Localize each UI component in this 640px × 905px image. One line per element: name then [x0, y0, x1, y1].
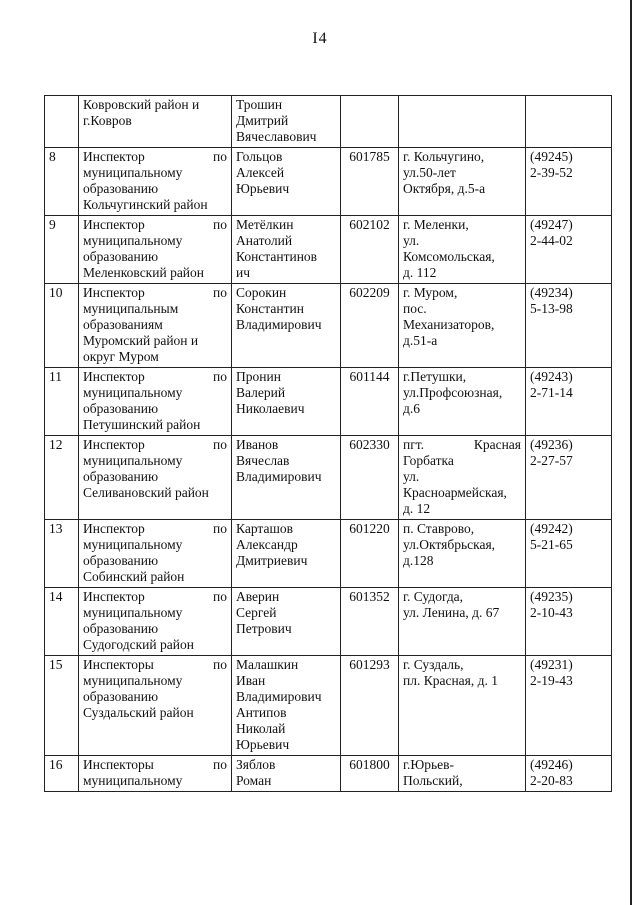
address-first-a: г. Меленки,: [403, 217, 469, 232]
address-cell: [399, 284, 526, 368]
postal-index-cell: 602209: [341, 284, 399, 368]
position-cell: [79, 520, 232, 588]
position-title: Ковровский район и: [83, 97, 200, 112]
table-row: [45, 284, 612, 368]
address-cell: [399, 436, 526, 520]
address-first-a: г.Петушки,: [403, 369, 467, 384]
position-rest: муниципальным образованиям Муромский район и округ Муром: [83, 301, 199, 364]
row-number: [45, 96, 79, 148]
table-row: [45, 96, 612, 148]
full-name-cell: Малашкин Иван Владимирович Антипов Николай Юрьевич: [232, 656, 341, 756]
position-preposition: по: [213, 521, 227, 536]
row-number: 11: [45, 368, 79, 436]
position-first-line: [83, 149, 227, 165]
position-first-line: [83, 369, 227, 385]
table-body: [45, 96, 612, 792]
position-preposition: по: [213, 217, 227, 232]
position-first-line: [83, 285, 227, 301]
position-title: Инспекторы: [83, 657, 154, 672]
position-rest: муниципальному образованию Собинский район: [83, 537, 185, 584]
address-rest: ул.Профсоюзная, д.6: [403, 385, 503, 416]
full-name-cell: Карташов Александр Дмитриевич: [232, 520, 341, 588]
address-first-a: г. Кольчугино,: [403, 149, 485, 164]
position-cell: [79, 216, 232, 284]
phone-cell: (49243) 2-71-14: [526, 368, 612, 436]
full-name-cell: Иванов Вячеслав Владимирович: [232, 436, 341, 520]
row-number: 13: [45, 520, 79, 588]
address-rest: ул.Октябрьская, д.128: [403, 537, 496, 568]
position-first-line: [83, 437, 227, 453]
table-row: [45, 520, 612, 588]
position-title: Инспектор: [83, 437, 145, 452]
table-row: [45, 436, 612, 520]
position-cell: [79, 96, 232, 148]
address-cell: [399, 148, 526, 216]
address-cell: [399, 96, 526, 148]
phone-cell: (49246) 2-20-83: [526, 756, 612, 792]
table-row: [45, 148, 612, 216]
position-rest: муниципальному образованию Селивановский район: [83, 453, 209, 500]
address-first-a: г. Судогда,: [403, 589, 464, 604]
position-cell: [79, 436, 232, 520]
position-first-line: [83, 521, 227, 537]
position-cell: [79, 656, 232, 756]
position-title: Инспектор: [83, 369, 145, 384]
address-rest: Польский,: [403, 773, 463, 788]
address-first-line: [403, 589, 521, 605]
address-rest: ул. Комсомольская, д. 112: [403, 233, 495, 280]
postal-index-cell: 601800: [341, 756, 399, 792]
position-title: Инспектор: [83, 521, 145, 536]
position-first-line: [83, 657, 227, 673]
inspectors-table: [44, 95, 612, 792]
address-cell: [399, 368, 526, 436]
position-rest: муниципальному: [83, 773, 183, 788]
address-first-line: [403, 149, 521, 165]
address-first-line: [403, 369, 521, 385]
row-number: 8: [45, 148, 79, 216]
position-cell: [79, 368, 232, 436]
position-cell: [79, 284, 232, 368]
position-title: Инспектор: [83, 589, 145, 604]
position-rest: муниципальному образованию Судогодский район: [83, 605, 194, 652]
position-rest: муниципальному образованию Меленковский район: [83, 233, 205, 280]
phone-cell: [526, 96, 612, 148]
address-cell: [399, 656, 526, 756]
position-cell: [79, 756, 232, 792]
address-rest: пос. Механизаторов, д.51-а: [403, 301, 495, 348]
address-first-a: г.Юрьев-: [403, 757, 455, 772]
address-first-line: [403, 285, 521, 301]
row-number: 16: [45, 756, 79, 792]
address-first-a: г. Муром,: [403, 285, 458, 300]
full-name-cell: Аверин Сергей Петрович: [232, 588, 341, 656]
postal-index-cell: 601352: [341, 588, 399, 656]
address-rest: ул.50-лет Октября, д.5-а: [403, 165, 486, 196]
scan-edge-line: [630, 0, 632, 905]
address-first-line: [403, 437, 521, 453]
position-cell: [79, 148, 232, 216]
row-number: 10: [45, 284, 79, 368]
row-number: 12: [45, 436, 79, 520]
address-first-line: [403, 521, 521, 537]
position-preposition: по: [213, 437, 227, 452]
address-rest: ул. Ленина, д. 67: [403, 605, 500, 620]
position-rest: муниципальному образованию Суздальский район: [83, 673, 194, 720]
position-rest: г.Ковров: [83, 113, 132, 128]
position-preposition: по: [213, 589, 227, 604]
table-row: [45, 216, 612, 284]
full-name-cell: Пронин Валерий Николаевич: [232, 368, 341, 436]
address-first-a: пгт.: [403, 437, 425, 452]
page-number: I4: [312, 30, 328, 47]
full-name-cell: Метёлкин Анатолий Константинов ич: [232, 216, 341, 284]
position-preposition: по: [213, 369, 227, 384]
row-number: 14: [45, 588, 79, 656]
phone-cell: (49242) 5-21-65: [526, 520, 612, 588]
position-title: Инспектор: [83, 149, 145, 164]
phone-cell: (49236) 2-27-57: [526, 436, 612, 520]
address-cell: [399, 216, 526, 284]
postal-index-cell: 602102: [341, 216, 399, 284]
position-preposition: по: [213, 757, 227, 772]
position-title: Инспектор: [83, 285, 145, 300]
address-first-a: п. Ставрово,: [403, 521, 475, 536]
address-cell: [399, 520, 526, 588]
row-number: 9: [45, 216, 79, 284]
postal-index-cell: 601220: [341, 520, 399, 588]
table-row: [45, 656, 612, 756]
position-preposition: по: [213, 285, 227, 300]
position-rest: муниципальному образованию Петушинский район: [83, 385, 201, 432]
full-name-cell: Гольцов Алексей Юрьевич: [232, 148, 341, 216]
address-first-a: г. Суздаль,: [403, 657, 464, 672]
table-row: [45, 588, 612, 656]
postal-index-cell: 601144: [341, 368, 399, 436]
table-row: [45, 368, 612, 436]
postal-index-cell: 602330: [341, 436, 399, 520]
address-first-line: [403, 217, 521, 233]
address-first-line: [403, 757, 521, 773]
postal-index-cell: 601293: [341, 656, 399, 756]
postal-index-cell: [341, 96, 399, 148]
position-first-line: [83, 589, 227, 605]
address-first-line: [403, 657, 521, 673]
phone-cell: (49247) 2-44-02: [526, 216, 612, 284]
position-title: Инспектор: [83, 217, 145, 232]
position-rest: муниципальному образованию Кольчугинский район: [83, 165, 208, 212]
phone-cell: (49234) 5-13-98: [526, 284, 612, 368]
position-first-line: [83, 97, 227, 113]
position-preposition: по: [213, 149, 227, 164]
full-name-cell: Зяблов Роман: [232, 756, 341, 792]
phone-cell: (49245) 2-39-52: [526, 148, 612, 216]
address-rest: Горбатка ул. Красноармейская, д. 12: [403, 453, 507, 516]
position-first-line: [83, 217, 227, 233]
row-number: 15: [45, 656, 79, 756]
phone-cell: (49231) 2-19-43: [526, 656, 612, 756]
address-first-b: Красная: [473, 437, 521, 452]
address-cell: [399, 588, 526, 656]
address-cell: [399, 756, 526, 792]
address-rest: пл. Красная, д. 1: [403, 673, 498, 688]
table-row: [45, 756, 612, 792]
position-title: Инспекторы: [83, 757, 154, 772]
position-first-line: [83, 757, 227, 773]
full-name-cell: Сорокин Константин Владимирович: [232, 284, 341, 368]
full-name-cell: Трошин Дмитрий Вячеславович: [232, 96, 341, 148]
postal-index-cell: 601785: [341, 148, 399, 216]
position-cell: [79, 588, 232, 656]
phone-cell: (49235) 2-10-43: [526, 588, 612, 656]
position-preposition: по: [213, 657, 227, 672]
